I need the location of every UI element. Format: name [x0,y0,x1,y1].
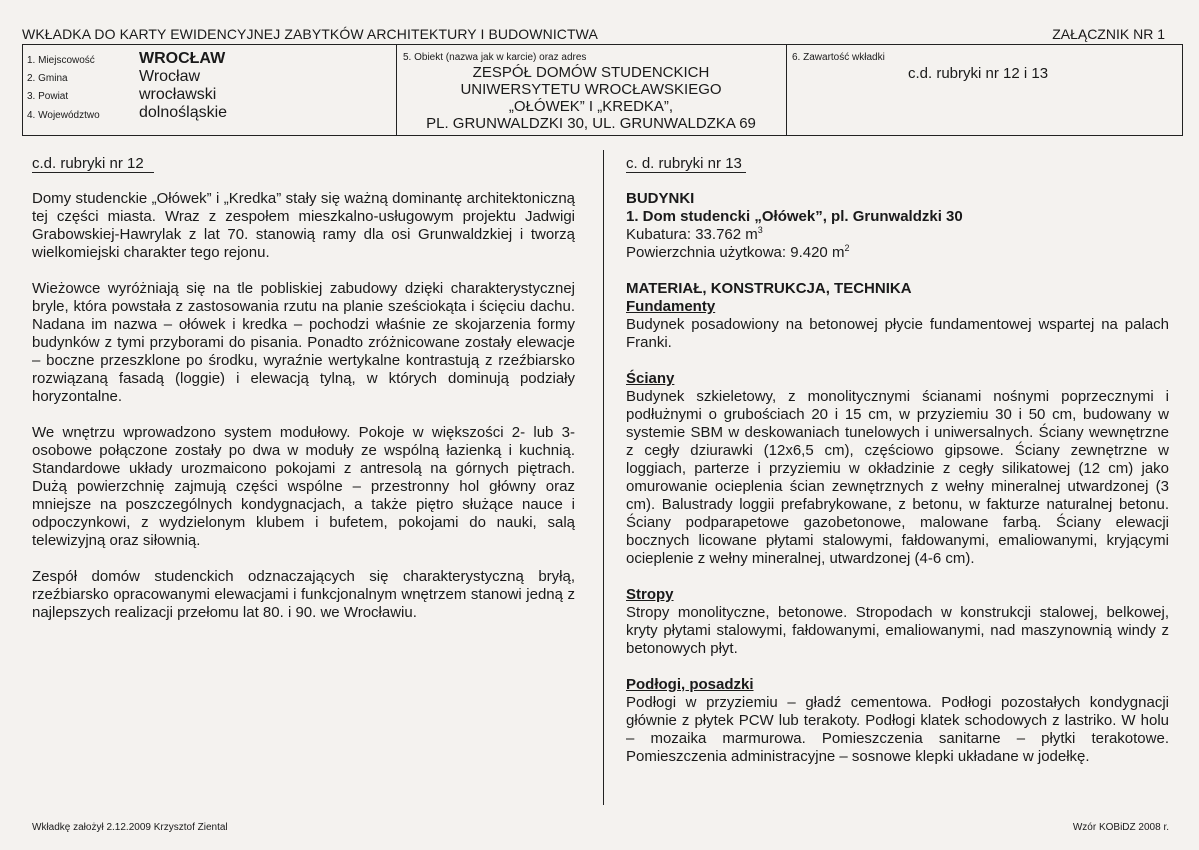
left-heading: c.d. rubryki nr 12 [32,155,144,172]
zawartosc-value: c.d. rubryki nr 12 i 13 [908,65,1049,82]
powierzchnia-text: Powierzchnia użytkowa: 9.420 m [626,244,845,261]
building-title: 1. Dom studencki „Ołówek”, pl. Grunwaldzki 30 [626,208,963,225]
paragraph: Zespół domów studenckich odznaczających się charakterystyczną bryłą, rzeźbiarsko opracowanymi elewacjami i funkcjonalnym wnętrzem stanowi jedną z najlepszych realizacji przełomu lat 80. i 90. we Wrocławiu. [32,568,575,621]
left-heading-underline [32,172,154,173]
material-heading: MATERIAŁ, KONSTRUKCJA, TECHNIKA [626,280,912,297]
section-title-sciany: Ściany [626,370,675,387]
section-text-stropy: Stropy monolityczne, betonowe. Stropodach w konstrukcji stalowej, belkowej, kryty płytami stalowymi, fałdowanymi, emaliowanymi, nad maszynownią windy z betonowych płyt. [626,604,1169,657]
section-title-podlogi: Podłogi, posadzki [626,676,754,693]
obiekt-address [398,64,784,132]
zawartosc-label: 6. Zawartość wkładki [792,52,885,63]
section-text-sciany: Budynek szkieletowy, z monolitycznymi ścianami nośnymi poprzecznymi i podłużnymi o grubościach 20 i 15 cm, w przyziemiu 30 i 50 cm, budowany w systemie SBM w deskowaniach tunelowych i uniwersalnych. Ściany wewnętrzne z cegły dziurawki (12x6,5 cm), częściowo gipsowe. Ściany zewnętrzne w loggiach, parterze i przyziemiu w okładzinie z cegły silikatowej (12 cm) jako omurowanie ocieplenia ścian zewnętrznych z wełny mineralnej utwardzonej (3 cm). Balustrady loggii prefabrykowane, z betonu, w fakturze naturalnej betonu. Ściany podparapetowe gazobetonowe, malowane farbą. Ściany elewacji bocznych licowane płytami stalowymi, fałdowanymi, emaliowanymi, kryjącymi ocieplenie z wełny mineralnej, utwardzonej (4-6 cm). [626,388,1169,567]
kubatura-text: Kubatura: 33.762 m [626,226,758,243]
footer-author: Wkładkę założył 2.12.2009 Krzysztof Ziental [32,822,228,833]
paragraph: Domy studenckie „Ołówek” i „Kredka” stały się ważną dominantę architektoniczną tej części miasta. Wraz z zespołem mieszkalno-usługowym projektu Jadwigi Grabowskiej-Hawrylak z lat 70. stanowią ramy dla osi Grunwaldzkiej i tworzą wielkomiejski charakter tego rejonu. [32,190,575,261]
obiekt-line: „OŁÓWEK” I „KREDKA”, [508,98,674,115]
obiekt-line: ZESPÓŁ DOMÓW STUDENCKICH [472,64,710,81]
obiekt-line: UNIWERSYTETU WROCŁAWSKIEGO [460,81,722,98]
right-column [626,190,1169,784]
miejscowosc-label: 1. Miejscowość [27,55,95,66]
left-column [32,190,575,640]
wojewodztwo-label: 4. Województwo [27,110,100,121]
wojewodztwo-value: dolnośląskie [139,104,228,121]
right-heading: c. d. rubryki nr 13 [626,155,742,172]
kubatura [626,226,1169,244]
header-divider-2 [786,44,787,136]
section-text-fundamenty: Budynek posadowiony na betonowej płycie fundamentowej wspartej na palach Franki. [626,316,1169,351]
miejscowosc-value: WROCŁAW [139,50,226,67]
powierzchnia [626,244,1169,262]
section-title-fundamenty: Fundamenty [626,298,716,315]
footer-template: Wzór KOBiDZ 2008 r. [1072,822,1169,833]
gmina-value: Wrocław [139,68,201,85]
obiekt-label: 5. Obiekt (nazwa jak w karcie) oraz adres [403,52,587,63]
paragraph: Wieżowce wyróżniają się na tle pobliskiej zabudowy dzięki charakterystycznej bryle, która powstała z zastosowania rzutu na planie sześciokąta i ścięciu dachu. Nadana im nazwa – ołówek i kredka – pochodzi właśnie ze skojarzenia formy budynków z tymi przyborami do pisania. Ponadto zróżnicowane zostały elewacje – boczne przeszklone po środku, wyraźnie wertykalne kontrastują z rzeźbiarsko rozwiązaną fasadą (loggie) i elewacją tylną, w których dominują podziały horyzontalne. [32,280,575,405]
right-heading-underline [626,172,746,173]
header-divider-1 [396,44,397,136]
attachment-label: ZAŁĄCZNIK NR 1 [1052,26,1165,42]
obiekt-line: PL. GRUNWALDZKI 30, UL. GRUNWALDZKA 69 [426,115,756,132]
paragraph: We wnętrzu wprowadzono system modułowy. Pokoje w większości 2- lub 3-osobowe połączone zostały po dwa w moduły ze wspólną łazienką i kuchnią. Standardowe układy urozmaicono pokojami z antresolą na górnych piętrach. Dużą powierzchnię zajmują części wspólne – przestronny hol główny oraz mniejsze na poszczególnych kondygnacjach, a także piętro służące nauce i odpoczynkowi, z wydzielonym klubem i bufetem, pokojami do nauki, salą telewizyjną oraz siłownią. [32,424,575,549]
column-divider [603,150,604,805]
gmina-label: 2. Gmina [27,73,68,84]
form-title: WKŁADKA DO KARTY EWIDENCYJNEJ ZABYTKÓW ARCHITEKTURY I BUDOWNICTWA [22,26,598,42]
section-title-stropy: Stropy [626,586,674,603]
powiat-label: 3. Powiat [27,91,69,102]
kubatura-sup: 3 [757,225,763,235]
powierzchnia-sup: 2 [844,243,850,253]
powiat-value: wrocławski [139,86,217,103]
budynki-heading: BUDYNKI [626,190,695,207]
section-text-podlogi: Podłogi w przyziemiu – gładź cementowa. Podłogi pozostałych kondygnacji głównie z płytek PCW lub terakoty. Podłogi klatek schodowych z lastriko. W holu – mozaika marmurowa. Pomieszczenia sanitarne – płytki terakotowe. Pomieszczenia administracyjne – sosnowe klepki układane w jodełkę. [626,694,1169,765]
